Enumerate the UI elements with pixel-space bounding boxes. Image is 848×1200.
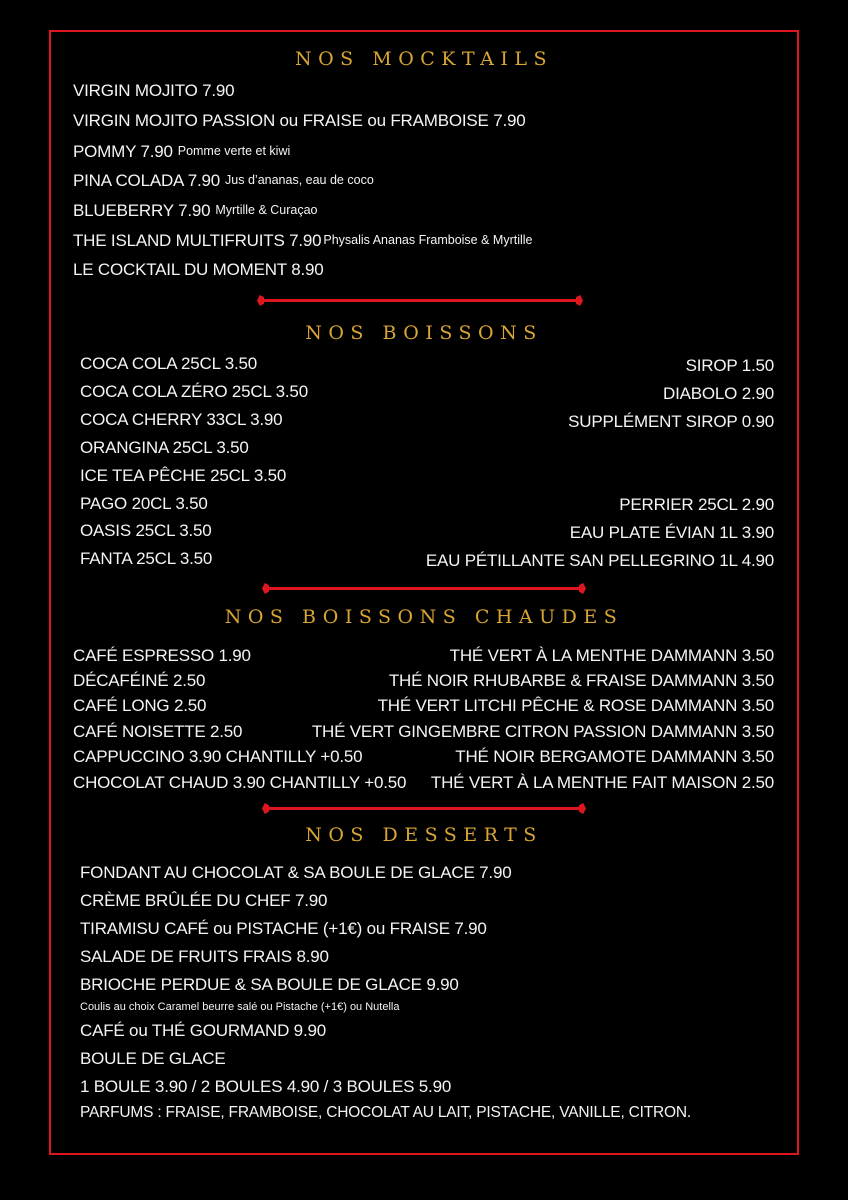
item-description: Coulis au choix Caramel beurre salé ou Pistache (+1€) ou Nutella (80, 1001, 400, 1013)
menu-item: OASIS 25CL 3.50 (80, 521, 212, 540)
menu-item: SUPPLÉMENT SIROP 0.90 (568, 412, 774, 431)
item-name: THE ISLAND MULTIFRUITS 7.90 (73, 231, 322, 250)
item-name: POMMY 7.90 (73, 142, 173, 161)
menu-item: CHOCOLAT CHAUD 3.90 CHANTILLY +0.50 (73, 773, 407, 792)
section-divider (267, 587, 581, 590)
menu-item: 1 BOULE 3.90 / 2 BOULES 4.90 / 3 BOULES 5.90 (80, 1077, 452, 1096)
menu-item: COCA CHERRY 33CL 3.90 (80, 410, 283, 429)
section-title-boissons: NOS BOISSONS (305, 322, 543, 344)
item-description: Pomme verte et kiwi (177, 144, 291, 158)
menu-item: THÉ VERT À LA MENTHE DAMMANN 3.50 (449, 646, 774, 665)
item-description: Myrtille & Curaçao (215, 203, 318, 217)
menu-item: CAFÉ ou THÉ GOURMAND 9.90 (80, 1021, 326, 1040)
menu-item: TIRAMISU CAFÉ ou PISTACHE (+1€) ou FRAISE 7.90 (80, 919, 487, 938)
menu-item: COCA COLA ZÉRO 25CL 3.50 (80, 382, 308, 401)
menu-item (73, 80, 234, 102)
menu-item: THÉ VERT À LA MENTHE FAIT MAISON 2.50 (430, 773, 774, 792)
menu-item: BOULE DE GLACE (80, 1049, 226, 1068)
menu-item: FONDANT AU CHOCOLAT & SA BOULE DE GLACE 7.90 (80, 863, 512, 882)
menu-item: CAFÉ NOISETTE 2.50 (73, 722, 243, 741)
menu-item (73, 169, 374, 192)
menu-item: THÉ VERT LITCHI PÊCHE & ROSE DAMMANN 3.50 (377, 696, 774, 715)
section-title-mocktails: NOS MOCKTAILS (294, 48, 553, 70)
item-name: PINA COLADA 7.90 (73, 171, 221, 190)
item-description: Physalis Ananas Framboise & Myrtille (323, 233, 533, 247)
item-name: VIRGIN MOJITO PASSION ou FRAISE ou FRAMBOISE 7.90 (73, 111, 526, 130)
menu-item: CRÈME BRÛLÉE DU CHEF 7.90 (80, 891, 328, 910)
menu-item: SIROP 1.50 (685, 356, 774, 375)
menu-item: PAGO 20CL 3.50 (80, 494, 208, 513)
menu-item: THÉ NOIR BERGAMOTE DAMMANN 3.50 (455, 747, 774, 766)
menu-item: PARFUMS : FRAISE, FRAMBOISE, CHOCOLAT AU LAIT, PISTACHE, VANILLE, CITRON. (80, 1104, 691, 1121)
menu-item: CAFÉ ESPRESSO 1.90 (73, 646, 251, 665)
menu-item: SALADE DE FRUITS FRAIS 8.90 (80, 947, 329, 966)
item-name: BLUEBERRY 7.90 (73, 201, 211, 220)
section-divider (267, 807, 581, 810)
item-description: Jus d’ananas, eau de coco (225, 173, 374, 187)
menu-item (73, 259, 324, 281)
menu-item: CAPPUCCINO 3.90 CHANTILLY +0.50 (73, 747, 363, 766)
menu-item: ORANGINA 25CL 3.50 (80, 438, 249, 457)
menu-item: DÉCAFÉINÉ 2.50 (73, 671, 206, 690)
menu-item: FANTA 25CL 3.50 (80, 549, 213, 568)
menu-item (73, 140, 290, 163)
section-divider (262, 299, 578, 302)
menu-item (73, 110, 525, 132)
menu-item: ICE TEA PÊCHE 25CL 3.50 (80, 466, 287, 485)
menu-item: EAU PLATE ÉVIAN 1L 3.90 (569, 523, 774, 542)
menu-item: CAFÉ LONG 2.50 (73, 696, 207, 715)
section-title-desserts: NOS DESSERTS (305, 824, 543, 846)
menu-item: BRIOCHE PERDUE & SA BOULE DE GLACE 9.90 (80, 975, 459, 994)
menu-item: DIABOLO 2.90 (663, 384, 774, 403)
item-name: LE COCKTAIL DU MOMENT 8.90 (73, 260, 324, 279)
menu-item: THÉ NOIR RHUBARBE & FRAISE DAMMANN 3.50 (388, 671, 774, 690)
menu-item: EAU PÉTILLANTE SAN PELLEGRINO 1L 4.90 (425, 551, 774, 570)
menu-item: THÉ VERT GINGEMBRE CITRON PASSION DAMMANN 3.50 (311, 722, 774, 741)
menu-item: PERRIER 25CL 2.90 (619, 495, 774, 514)
section-title-boissons-chaudes: NOS BOISSONS CHAUDES (224, 606, 624, 628)
item-name: VIRGIN MOJITO 7.90 (73, 81, 235, 100)
menu-item (73, 229, 533, 252)
menu-item (73, 199, 318, 222)
menu-item: COCA COLA 25CL 3.50 (80, 354, 257, 373)
